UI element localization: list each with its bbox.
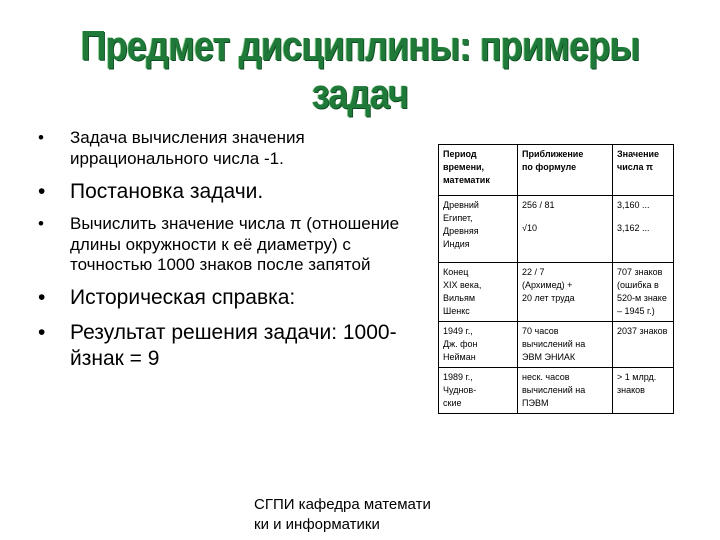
table-cell [518, 263, 613, 322]
cell-gap [617, 212, 669, 222]
cell-line: 520-м знаке [617, 293, 667, 304]
cell-line: Период [443, 149, 477, 159]
cell-line: Египет, [443, 213, 473, 224]
cell-line: 20 лет труда [522, 293, 575, 304]
cell-line: Значение [617, 149, 660, 159]
cell-line: 707 знаков [617, 267, 663, 277]
cell-line: ские [443, 398, 462, 409]
bullet-item: • Постановка задачи. [30, 179, 410, 205]
cell-line: неск. часов [522, 372, 570, 383]
table-cell [613, 368, 674, 414]
table-cell [439, 322, 518, 368]
cell-line: (ошибка в [617, 280, 659, 291]
cell-line: 22 / 7 [522, 267, 545, 277]
bullet-list [30, 128, 410, 381]
cell-line: 3,162 ... [617, 223, 650, 234]
cell-line: Дж. фон [443, 339, 478, 350]
cell-line: ЭВМ ЭНИАК [522, 352, 576, 363]
cell-line: знаков [617, 385, 645, 396]
cell-line: времени, [443, 162, 485, 173]
table-row [439, 322, 674, 368]
table-row [439, 196, 674, 263]
cell-line: 1989 г., [443, 372, 473, 383]
footer-line: СГПИ кафедра математи [254, 496, 431, 513]
table-cell [518, 196, 613, 263]
cell-line: Древний [443, 200, 479, 210]
cell-line: числа π [617, 162, 653, 173]
cell-line: ПЭВМ [522, 398, 549, 409]
footer-line: ки и информатики [254, 516, 380, 534]
cell-line: – 1945 г.) [617, 306, 655, 317]
cell-line: 70 часов [522, 326, 559, 337]
cell-line: Конец [443, 267, 469, 277]
cell-line: √10 [522, 223, 537, 234]
table-cell [439, 368, 518, 414]
table-cell [613, 322, 674, 368]
bullet-item: • Результат решения задачи: 1000-йзнак = 9 [30, 320, 410, 372]
cell-line: Индия [443, 239, 470, 250]
cell-line: математик [443, 175, 490, 186]
cell-line: Вильям [443, 293, 476, 304]
table-row [439, 368, 674, 414]
cell-line: XIX века, [443, 280, 482, 291]
cell-line: Древняя [443, 226, 479, 237]
cell-line: 2037 знаков [617, 326, 668, 337]
table-header-cell [439, 145, 518, 196]
cell-line: Приближение [522, 149, 584, 159]
table-cell [613, 263, 674, 322]
bullet-item: • Историческая справка: [30, 285, 410, 311]
cell-gap [522, 212, 608, 222]
table-cell [439, 196, 518, 263]
table-header-row [439, 145, 674, 196]
bullet-item: • Задача вычисления значения иррационального числа -1. [30, 128, 410, 170]
footer-caption [254, 495, 484, 536]
cell-line: 1949 г., [443, 326, 473, 337]
table-cell [439, 263, 518, 322]
history-table [438, 144, 674, 414]
table-cell [518, 368, 613, 414]
cell-line: Нейман [443, 352, 476, 363]
cell-line: Чуднов- [443, 385, 477, 396]
cell-line: 3,160 ... [617, 200, 650, 210]
cell-line: > 1 млрд. [617, 372, 657, 383]
cell-line: Шенкс [443, 306, 470, 317]
table-row [439, 263, 674, 322]
cell-line: (Архимед) + [522, 280, 573, 291]
cell-line: вычислений на [522, 385, 586, 396]
page-title: Предмет дисциплины: примеры задач [80, 22, 640, 117]
bullet-item: • Вычислить значение числа π (отношение длины окружности к её диаметру) с точностью 1000 знаков после запятой [30, 214, 410, 277]
cell-line: 256 / 81 [522, 200, 555, 210]
cell-line: вычислений на [522, 339, 586, 350]
table-header-cell [613, 145, 674, 196]
cell-line: по формуле [522, 162, 577, 173]
table-header-cell [518, 145, 613, 196]
table-cell [613, 196, 674, 263]
table-cell [518, 322, 613, 368]
